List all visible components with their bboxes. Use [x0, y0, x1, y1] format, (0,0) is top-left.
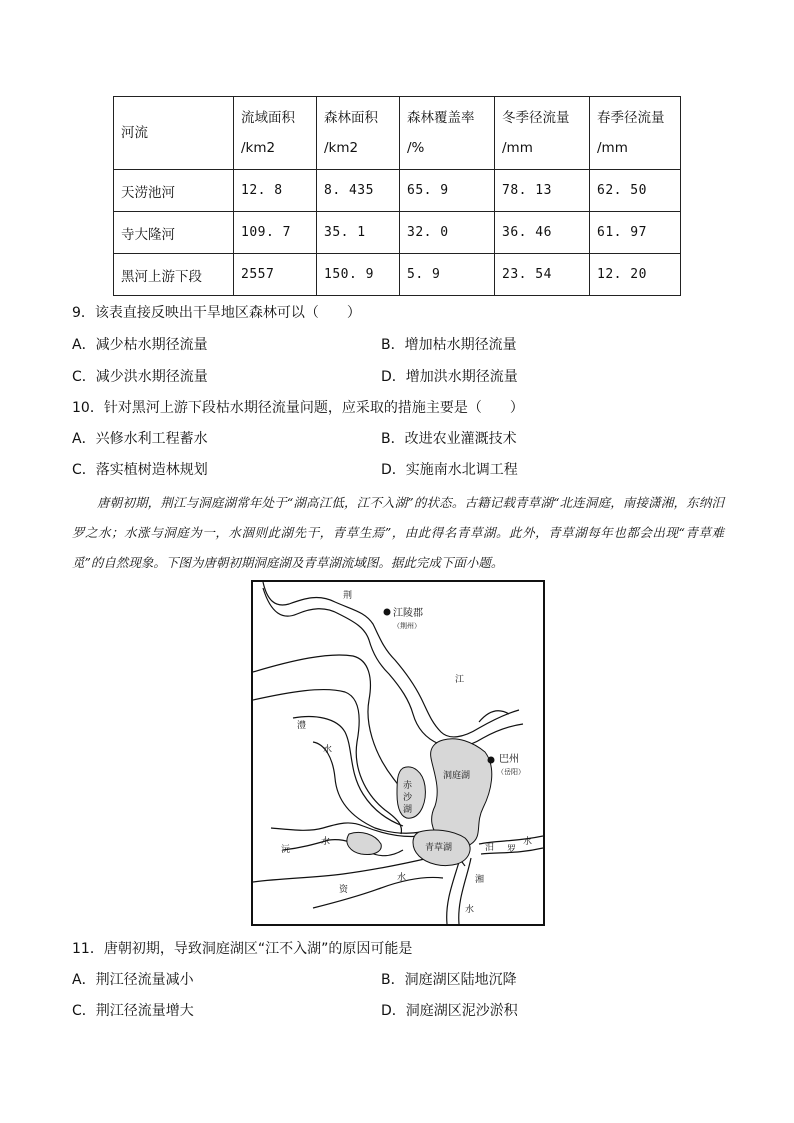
table-cell: 12. 20 — [590, 254, 681, 296]
table-row — [114, 254, 681, 296]
map-label-jiang: 江 — [455, 675, 465, 685]
q9-option-c[interactable]: C．减少洪水期径流量 — [72, 369, 208, 385]
map-label-xiang-shui: 水 — [465, 905, 475, 915]
table-cell: 天涝池河 — [114, 170, 234, 212]
map-label-jiangling: 江陵郡 — [393, 608, 423, 619]
q10-option-b[interactable]: B．改进农业灌溉技术 — [381, 431, 517, 447]
table-cell: 150. 9 — [317, 254, 400, 296]
table-cell: 78. 13 — [495, 170, 590, 212]
header-cell: 春季径流量 /mm — [590, 97, 681, 170]
map-label-chisha-3: 湖 — [403, 805, 413, 815]
header-cell: 流域面积 /km2 — [234, 97, 317, 170]
q11-option-b[interactable]: B．洞庭湖区陆地沉降 — [381, 972, 517, 988]
table-cell: 寺大隆河 — [114, 212, 234, 254]
map-label-xiang: 湘 — [475, 875, 485, 885]
table-cell: 65. 9 — [400, 170, 495, 212]
map-label-zi-shui: 水 — [397, 873, 407, 883]
header-cell: 森林覆盖率 /% — [400, 97, 495, 170]
header-cell: 冬季径流量 /mm — [495, 97, 590, 170]
yuan-river-south — [283, 840, 403, 856]
table-header-row — [114, 97, 681, 170]
bazhou-city-dot — [488, 757, 495, 764]
table-cell: 12. 8 — [234, 170, 317, 212]
river-data-table — [113, 96, 681, 296]
map-label-yuan-shui: 水 — [321, 837, 331, 847]
li-river — [253, 655, 413, 816]
map-label-yuan: 沅 — [281, 845, 291, 855]
q11-option-d[interactable]: D．洞庭湖区泥沙淤积 — [381, 1003, 518, 1019]
table-cell: 32. 0 — [400, 212, 495, 254]
zi-river-south — [313, 877, 443, 908]
map-label-jing: 荆 — [343, 591, 353, 601]
q9-option-a[interactable]: A．减少枯水期径流量 — [72, 337, 208, 353]
header-cell: 河流 — [114, 97, 234, 170]
map-label-bazhou: 巴州 — [499, 754, 519, 765]
map-label-miluo-1: 汨 — [485, 843, 495, 853]
west-lake-shape — [347, 832, 381, 854]
yuan-river-north — [271, 823, 421, 837]
table-cell: 62. 50 — [590, 170, 681, 212]
q11-option-c[interactable]: C．荆江径流量增大 — [72, 1003, 194, 1019]
table-cell: 35. 1 — [317, 212, 400, 254]
table-cell: 2557 — [234, 254, 317, 296]
q9-option-d[interactable]: D．增加洪水期径流量 — [381, 369, 518, 385]
table-row — [114, 170, 681, 212]
q10-option-a[interactable]: A．兴修水利工程蓄水 — [72, 431, 208, 447]
map-label-miluo-3: 水 — [523, 837, 533, 847]
jiangling-city-dot — [384, 609, 391, 616]
xiang-river — [447, 862, 459, 924]
map-label-miluo-2: 罗 — [507, 845, 517, 855]
header-cell: 森林面积 /km2 — [317, 97, 400, 170]
map-label-jiangling-sub: （荆州） — [393, 622, 421, 630]
q9-option-b[interactable]: B．增加枯水期径流量 — [381, 337, 517, 353]
table-row — [114, 212, 681, 254]
question-9-stem: 9．该表直接反映出干旱地区森林可以（ ） — [72, 305, 361, 321]
map-label-bazhou-sub: （岳阳） — [497, 768, 525, 776]
map-label-li: 澧 — [297, 721, 307, 731]
map-label-chisha-1: 赤 — [403, 781, 413, 791]
table-cell: 109. 7 — [234, 212, 317, 254]
table-cell: 61. 97 — [590, 212, 681, 254]
table-cell: 黑河上游下段 — [114, 254, 234, 296]
q10-option-d[interactable]: D．实施南水北调工程 — [381, 462, 518, 478]
question-11-stem: 11．唐朝初期，导致洞庭湖区“江不入湖”的原因可能是 — [72, 941, 413, 957]
map-label-li-shui: 水 — [323, 745, 333, 755]
q11-option-a[interactable]: A．荆江径流量减小 — [72, 972, 194, 988]
table-cell: 8. 435 — [317, 170, 400, 212]
q10-option-c[interactable]: C．落实植树造林规划 — [72, 462, 208, 478]
map-label-qingcao: 青草湖 — [425, 843, 453, 853]
map-label-dongting: 洞庭湖 — [443, 771, 471, 781]
reading-passage: 唐朝初期，荆江与洞庭湖常年处于“湖高江低，江不入湖”的状态。古籍记载青草湖“北连洞庭，南接潇湘，东纳汨罗之水；水涨与洞庭为一，水涸则此湖先干，青草生焉”，由此得名青草湖。此外，青草湖每年也都会出现“青草难觅”的自然现象。下图为唐朝初期洞庭湖及青草湖流域图。据此完成下面小题。 — [72, 495, 724, 570]
map-label-zi: 资 — [339, 885, 349, 895]
map-drawing — [253, 582, 543, 924]
table-cell: 5. 9 — [400, 254, 495, 296]
question-10-stem: 10．针对黑河上游下段枯水期径流量问题，应采取的措施主要是（ ） — [72, 400, 524, 416]
map-label-chisha-2: 沙 — [403, 793, 413, 803]
dongting-lake-map — [251, 580, 545, 926]
table-cell: 36. 46 — [495, 212, 590, 254]
table-cell: 23. 54 — [495, 254, 590, 296]
